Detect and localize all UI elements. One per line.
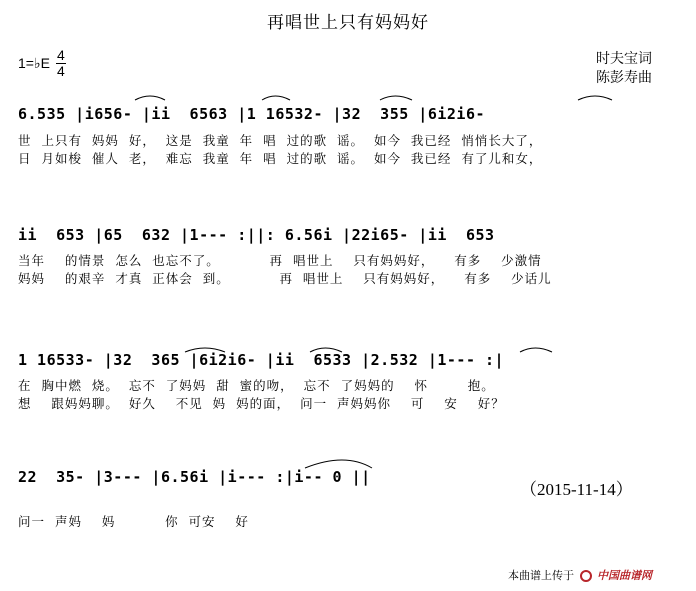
slur-mark xyxy=(135,96,165,100)
composer: 陈彭寿曲 xyxy=(596,70,652,86)
key-signature: 1=♭E xyxy=(18,55,50,71)
notation-line: ii 653 |65 632 |1--- :||: 6.56i |22i65- |ii 653 xyxy=(18,226,505,244)
lyric-verse-2: 想 跟妈妈聊。 好久 不见 妈 妈的面， 问一 声妈妈你 可 安 好？ xyxy=(18,396,505,411)
credits xyxy=(596,50,652,88)
lyricist: 时夫宝词 xyxy=(596,51,652,67)
footer-credit xyxy=(508,567,652,583)
time-signature xyxy=(56,48,66,79)
slur-mark xyxy=(262,96,290,100)
slur-mark xyxy=(520,348,552,352)
notation-line: 6.535 |i656- |ii 6563 |1 16532- |32 355 |6i2i6- xyxy=(18,105,495,123)
notation-line: 1 16533- |32 365 |6i2i6- |ii 6533 |2.532 |1--- :| xyxy=(18,351,505,369)
footer-brand: 中国曲谱网 xyxy=(597,569,652,582)
time-signature-top: 4 xyxy=(57,47,65,63)
time-signature-bottom: 4 xyxy=(57,63,65,79)
lyric-verse-1: 当年 的情景 怎么 也忘不了。 再 唱世上 只有妈妈好， 有多 少激情 xyxy=(18,253,542,268)
footer-text: 本曲谱上传于 xyxy=(508,569,574,582)
lyric-verse-2: 妈妈 的艰辛 才真 正体会 到。 再 唱世上 只有妈妈好， 有多 少话儿 xyxy=(18,271,552,286)
slur-mark xyxy=(578,96,612,100)
slur-mark xyxy=(305,460,372,468)
score-title: 再唱世上只有妈妈好 xyxy=(267,13,429,33)
site-logo-icon xyxy=(580,570,592,582)
date-stamp: （2015-11-14） xyxy=(520,480,633,499)
lyric-verse-2: 日 月如梭 催人 老， 难忘 我童 年 唱 过的歌 谣。 如今 我已经 有了儿和女， xyxy=(18,151,543,166)
lyric-verse-1: 世 上只有 妈妈 好， 这是 我童 年 唱 过的歌 谣。 如今 我已经 悄悄长大了， xyxy=(18,133,543,148)
lyric-verse-1: 问一 声妈 妈 你 可安 好 xyxy=(18,514,249,529)
slur-mark xyxy=(380,96,412,100)
lyric-verse-1: 在 胸中燃 烧。 忘不 了妈妈 甜 蜜的吻， 忘不 了妈妈的 怀 抱。 xyxy=(18,378,495,393)
notation-line: 22 35- |3--- |6.56i |i--- :|i-- 0 || xyxy=(18,468,371,486)
